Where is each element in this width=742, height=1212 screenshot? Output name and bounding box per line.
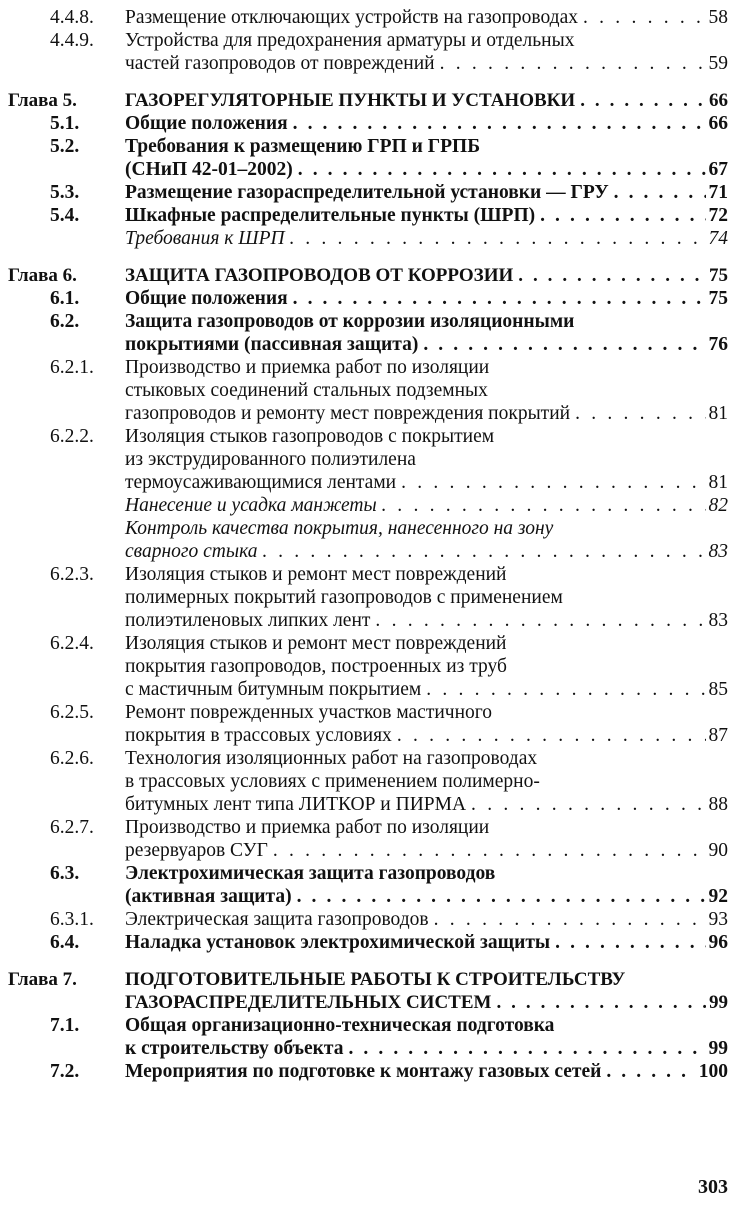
toc-entry-title-line: Защита газопроводов от коррозии изоляционными: [125, 311, 575, 332]
dot-leader: [575, 402, 705, 425]
dot-leader: [440, 52, 706, 75]
toc-entry-title-line: Изоляция стыков и ремонт мест повреждений: [125, 564, 507, 585]
toc-entry-title-line: Устройства для предохранения арматуры и отдельных: [125, 30, 575, 51]
toc-entry-title: [125, 310, 728, 356]
dot-leader: [293, 287, 706, 310]
toc-entry[interactable]: [0, 181, 742, 204]
toc-entry[interactable]: [0, 287, 742, 310]
toc-entry-title: [125, 264, 728, 287]
toc-entry-title-line: покрытия газопроводов, построенных из труб: [125, 656, 507, 677]
toc-entry-title: [125, 287, 728, 310]
toc-chapter-entry[interactable]: [0, 89, 742, 112]
toc-entry-title-line: стыковых соединений стальных подземных: [125, 380, 488, 401]
toc-entry[interactable]: [0, 1014, 742, 1060]
dot-leader: [555, 931, 705, 954]
toc-entry-number: 6.2.5.: [50, 702, 94, 723]
toc-entry[interactable]: [0, 112, 742, 135]
toc-entry-title-line: Изоляция стыков и ремонт мест повреждений: [125, 633, 507, 654]
toc-entry-title-line: Производство и приемка работ по изоляции: [125, 357, 490, 378]
toc-entry-number: 6.2.1.: [50, 357, 94, 378]
toc-entry[interactable]: [0, 1060, 742, 1083]
toc-entry-title: [125, 112, 728, 135]
page-number: 303: [698, 1176, 728, 1198]
toc-entry-title: [125, 968, 728, 1014]
toc-entry-number: 4.4.9.: [50, 30, 94, 51]
toc-entry-title-line: покрытиями (пассивная защита): [125, 334, 419, 355]
toc-entry-page: 59: [708, 53, 728, 74]
toc-entry-number: 5.2.: [50, 136, 80, 157]
toc-entry-title-line: Технология изоляционных работ на газопроводах: [125, 748, 538, 769]
toc-entry-title-line: Наладка установок электрохимической защиты: [125, 932, 551, 953]
toc-entry[interactable]: [0, 908, 742, 931]
toc-entry-title: [125, 747, 728, 816]
toc-entry[interactable]: [0, 747, 742, 816]
dot-leader: [262, 540, 705, 563]
toc-entry-page: 99: [709, 992, 728, 1013]
toc-entry-title: [125, 227, 728, 250]
toc-entry-title-line: Электрическая защита газопроводов: [125, 909, 429, 930]
toc-entry-page: 93: [708, 909, 728, 930]
toc-entry-number: 6.3.: [50, 863, 80, 884]
toc-entry-title: [125, 632, 728, 701]
toc-entry-title-line: Мероприятия по подготовке к монтажу газовых сетей: [125, 1061, 602, 1082]
toc-entry-number: 4.4.8.: [50, 7, 94, 28]
toc-entry-title-line: Общие положения: [125, 288, 288, 309]
toc-entry-title: [125, 1060, 728, 1083]
toc-entry-page: 72: [708, 205, 728, 226]
dot-leader: [434, 908, 706, 931]
toc-entry[interactable]: [0, 227, 742, 250]
toc-entry[interactable]: [0, 931, 742, 954]
toc-entry-page: 67: [708, 159, 728, 180]
toc-entry-title-line: ГАЗОРЕГУЛЯТОРНЫЕ ПУНКТЫ И УСТАНОВКИ: [125, 90, 576, 111]
toc-entry-number: 6.4.: [50, 932, 80, 953]
toc-entry-number: 7.2.: [50, 1061, 80, 1082]
toc-entry-page: 74: [708, 228, 728, 249]
dot-leader: [397, 724, 706, 747]
toc-entry-title-line: из экструдированного полиэтилена: [125, 449, 416, 470]
dot-leader: [273, 839, 706, 862]
toc-entry-title-line: Производство и приемка работ по изоляции: [125, 817, 490, 838]
toc-entry-title-line: Требования к размещению ГРП и ГРПБ: [125, 136, 481, 157]
toc-entry-number: Глава 7.: [8, 969, 77, 990]
toc-entry-title-line: с мастичным битумным покрытием: [125, 679, 422, 700]
toc-entry-page: 85: [708, 679, 728, 700]
toc-entry-page: 81: [708, 472, 728, 493]
toc-entry-title: [125, 862, 728, 908]
toc-entry-title-line: (СНиП 42-01–2002): [125, 159, 293, 180]
dot-leader: [518, 264, 706, 287]
toc-entry[interactable]: [0, 204, 742, 227]
toc-entry-title-line: резервуаров СУГ: [125, 840, 268, 861]
toc-entry-title-line: покрытия в трассовых условиях: [125, 725, 392, 746]
toc-entry-title-line: Размещение газораспределительной установки — ГРУ: [125, 182, 609, 203]
toc-entry-page: 83: [708, 610, 728, 631]
toc-entry-page: 90: [708, 840, 728, 861]
toc-entry-page: 66: [709, 90, 728, 111]
toc-entry-title-line: Изоляция стыков газопроводов с покрытием: [125, 426, 495, 447]
toc-entry[interactable]: [0, 494, 742, 517]
toc-entry-title-line: Общая организационно-техническая подготовка: [125, 1015, 555, 1036]
toc-entry[interactable]: [0, 425, 742, 494]
toc-entry-title: [125, 931, 728, 954]
dot-leader: [348, 1037, 705, 1060]
toc-entry-title: [125, 6, 728, 29]
toc-entry-number: 6.2.2.: [50, 426, 94, 447]
toc-entry-title: [125, 1014, 728, 1060]
toc-entry-title-line: ЗАЩИТА ГАЗОПРОВОДОВ ОТ КОРРОЗИИ: [125, 265, 514, 286]
toc-entry[interactable]: [0, 563, 742, 632]
toc-entry-page: 58: [708, 7, 728, 28]
dot-leader: [293, 112, 706, 135]
toc-chapter-entry[interactable]: [0, 968, 742, 1014]
dot-leader: [471, 793, 705, 816]
toc-entry-page: 71: [708, 182, 728, 203]
dot-leader: [375, 609, 705, 632]
toc-entry-title-line: Шкафные распределительные пункты (ШРП): [125, 205, 536, 226]
toc-entry-page: 87: [708, 725, 728, 746]
toc-entry-title-line: Нанесение и усадка манжеты: [125, 495, 377, 516]
toc-entry[interactable]: [0, 816, 742, 862]
dot-leader: [290, 227, 706, 250]
toc-entry-title: [125, 204, 728, 227]
toc-entry-title: [125, 181, 728, 204]
toc-entry-title-line: Общие положения: [125, 113, 288, 134]
toc-entry-number: 5.3.: [50, 182, 80, 203]
toc-entry-title: [125, 908, 728, 931]
dot-leader: [606, 1060, 695, 1083]
toc-entry-number: Глава 6.: [8, 265, 77, 286]
toc-entry-title: [125, 816, 728, 862]
toc-entry-number: Глава 5.: [8, 90, 77, 111]
toc-entry[interactable]: [0, 701, 742, 747]
toc-entry-title: [125, 29, 728, 75]
toc-entry-number: 5.1.: [50, 113, 80, 134]
toc-entry-page: 66: [708, 113, 728, 134]
toc-entry-page: 88: [708, 794, 728, 815]
toc-entry-title-line: частей газопроводов от повреждений: [125, 53, 435, 74]
toc-entry-title-line: полимерных покрытий газопроводов с применением: [125, 587, 563, 608]
toc-entry-title-line: ГАЗОРАСПРЕДЕЛИТЕЛЬНЫХ СИСТЕМ: [125, 992, 492, 1013]
dot-leader: [423, 333, 705, 356]
toc-entry-title-line: в трассовых условиях с применением полимерно-: [125, 771, 540, 792]
toc-entry-title: [125, 563, 728, 632]
toc-entry-page: 83: [708, 541, 728, 562]
toc-entry-title-line: газопроводов и ремонту мест повреждения покрытий: [125, 403, 571, 424]
toc-entry-number: 5.4.: [50, 205, 80, 226]
toc-entry-number: 6.2.4.: [50, 633, 94, 654]
toc-entry[interactable]: [0, 632, 742, 701]
toc-entry-title-line: (активная защита): [125, 886, 292, 907]
toc-entry-title-line: Электрохимическая защита газопроводов: [125, 863, 496, 884]
toc-entry-number: 6.2.6.: [50, 748, 94, 769]
toc-entry-title: [125, 356, 728, 425]
toc-entry-number: 6.3.1.: [50, 909, 94, 930]
toc-entry-title-line: к строительству объекта: [125, 1038, 344, 1059]
toc-entry[interactable]: [0, 310, 742, 356]
toc-entry-number: 6.2.7.: [50, 817, 94, 838]
dot-leader: [580, 89, 706, 112]
toc-entry-title-line: битумных лент типа ЛИТКОР и ПИРМА: [125, 794, 467, 815]
toc-entry-number: 6.1.: [50, 288, 80, 309]
dot-leader: [583, 6, 706, 29]
toc-entry-title: [125, 517, 728, 563]
toc-entry-page: 75: [708, 288, 728, 309]
dot-leader: [297, 885, 706, 908]
toc-entry-title-line: Контроль качества покрытия, нанесенного на зону: [125, 518, 554, 539]
dot-leader: [496, 991, 706, 1014]
toc-entry-title: [125, 494, 728, 517]
toc-entry-title-line: полиэтиленовых липких лент: [125, 610, 371, 631]
toc-entry-number: 7.1.: [50, 1015, 80, 1036]
dot-leader: [382, 494, 706, 517]
toc-entry-title-line: Требования к ШРП: [125, 228, 285, 249]
toc-entry-title-line: Размещение отключающих устройств на газопроводах: [125, 7, 578, 28]
dot-leader: [298, 158, 706, 181]
toc-entry-title-line: Ремонт поврежденных участков мастичного: [125, 702, 493, 723]
toc-entry-page: 92: [708, 886, 728, 907]
toc-entry-title: [125, 89, 728, 112]
toc-entry-title: [125, 135, 728, 181]
toc-entry[interactable]: [0, 862, 742, 908]
dot-leader: [426, 678, 705, 701]
toc-entry-title: [125, 701, 728, 747]
toc-entry-title-line: сварного стыка: [125, 541, 258, 562]
toc-entry[interactable]: [0, 135, 742, 181]
toc-entry[interactable]: [0, 6, 742, 29]
toc-entry[interactable]: [0, 29, 742, 75]
table-of-contents: [0, 6, 742, 1083]
toc-entry-number: 6.2.3.: [50, 564, 94, 585]
toc-entry[interactable]: [0, 517, 742, 563]
toc-entry-title-line: ПОДГОТОВИТЕЛЬНЫЕ РАБОТЫ К СТРОИТЕЛЬСТВУ: [125, 969, 626, 990]
toc-entry-page: 99: [708, 1038, 728, 1059]
toc-chapter-entry[interactable]: [0, 264, 742, 287]
toc-entry-page: 81: [708, 403, 728, 424]
toc-entry-page: 100: [698, 1061, 728, 1082]
dot-leader: [540, 204, 705, 227]
toc-entry-page: 96: [708, 932, 728, 953]
toc-entry-page: 75: [709, 265, 728, 286]
toc-entry-title: [125, 425, 728, 494]
dot-leader: [401, 471, 705, 494]
toc-entry-page: 76: [708, 334, 728, 355]
toc-entry-number: 6.2.: [50, 311, 80, 332]
toc-entry-page: 82: [708, 495, 728, 516]
toc-entry[interactable]: [0, 356, 742, 425]
dot-leader: [614, 181, 706, 204]
toc-entry-title-line: термоусаживающимися лентами: [125, 472, 397, 493]
